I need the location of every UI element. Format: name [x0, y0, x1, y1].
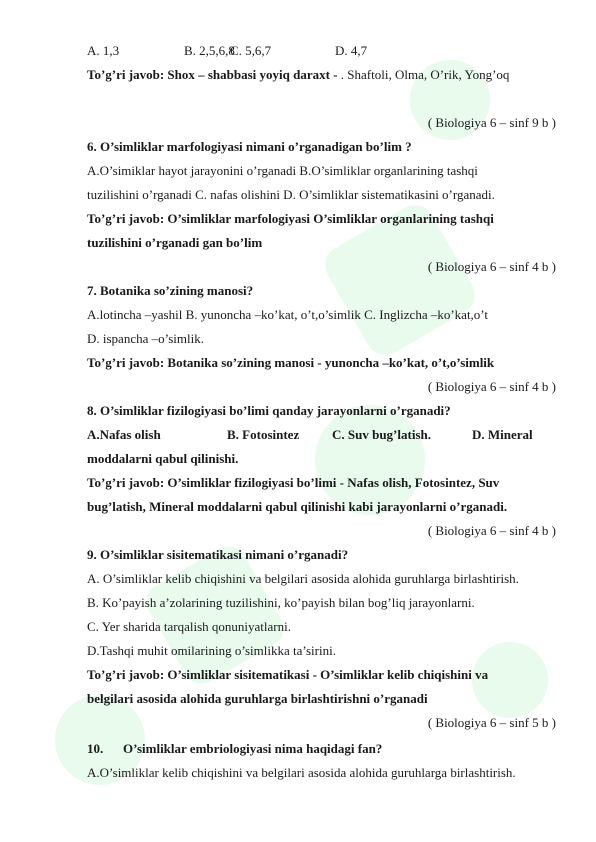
question-9: 9. O’simliklar sisitematikasi nimani o’rganadi?	[87, 547, 349, 562]
option-d: D. Mineral	[472, 427, 533, 442]
question-9-option-b: B. Ko’payish a’zolarining tuzilishini, ko’payish bilan bog’liq jarayonlarni.	[87, 595, 475, 610]
question-7: 7. Botanika so’zining manosi?	[87, 283, 254, 298]
reference: ( Biologiya 6 – sinf 4 b )	[427, 523, 556, 538]
option-b: B. Fotosintez	[227, 427, 300, 442]
question-10-option-a: A.O’simliklar kelib chiqishini va belgilari asosida alohida guruhlarga birlashtirish.	[87, 765, 516, 780]
question-10	[87, 741, 383, 757]
answer-8-cont: bug’latish, Mineral moddalarni qabul qilinishi kabi jarayonlarni o’rganadi.	[87, 499, 508, 514]
question-8: 8. O’simliklar fizilogiyasi bo’limi qanday jarayonlarni o’rganadi?	[87, 403, 451, 418]
answer-7: To’g’ri javob: Botanika so’zining manosi - yunoncha –ko’kat, o’t,o’simlik	[87, 355, 495, 370]
option-c: C. 5,6,7	[230, 43, 272, 58]
reference: ( Biologiya 6 – sinf 9 b )	[427, 115, 556, 130]
answer-9: To’g’ri javob: O’simliklar sisitematikasi - O’simliklar kelib chiqishini va	[87, 667, 489, 682]
question-6: 6. O’simliklar marfologiyasi nimani o’rganadigan bo’lim ?	[87, 139, 412, 154]
question-6-options: A.O’simiklar hayot jarayonini o’rganadi B.O’simliklar organlarining tashqi	[87, 163, 478, 178]
question-10-text: O’simliklar embriologiyasi nima haqidagi fan?	[123, 741, 383, 756]
answer-text: . Shaftoli, Olma, O’rik, Yong’oq	[337, 67, 510, 82]
answer-6-cont: tuzilishini o’rganadi gan bo’lim	[87, 235, 263, 250]
option-d: D. 4,7	[335, 43, 368, 58]
option-b: B. 2,5,6,8	[184, 43, 235, 58]
answer-line	[87, 67, 509, 83]
answer-8: To’g’ri javob: O’simliklar fizilogiyasi bo’limi - Nafas olish, Fotosintez, Suv	[87, 475, 500, 490]
reference: ( Biologiya 6 – sinf 4 b )	[427, 379, 556, 394]
answer-label: To’g’ri javob: Shox – shabbasi yoyiq daraxt -	[87, 67, 338, 82]
option-a: A.Nafas olish	[87, 427, 161, 442]
question-6-options-cont: tuzilishini o’rganadi C. nafas olishini D. O’simliklar sistematikasini o’rganadi.	[87, 187, 495, 202]
question-10-number: 10.	[87, 741, 104, 756]
question-8-options-cont: moddalarni qabul qilinishi.	[87, 451, 239, 466]
question-9-option-a: A. O’simliklar kelib chiqishini va belgilari asosida alohida guruhlarga birlashtirish.	[87, 571, 519, 586]
options-row	[87, 43, 368, 59]
option-a: A. 1,3	[87, 43, 120, 58]
question-7-options: A.lotincha –yashil B. yunoncha –ko’kat, o’t,o’simlik C. Inglizcha –ko’kat,o’t	[87, 307, 489, 322]
question-9-option-c: C. Yer sharida tarqalish qonuniyatlarni.	[87, 619, 291, 634]
answer-6: To’g’ri javob: O’simliklar marfologiyasi O’simliklar organlarining tashqi	[87, 211, 494, 226]
reference: ( Biologiya 6 – sinf 4 b )	[427, 259, 556, 274]
option-c: C. Suv bug’latish.	[332, 427, 431, 442]
question-7-options-cont: D. ispancha –o’simlik.	[87, 331, 204, 346]
reference: ( Biologiya 6 – sinf 5 b )	[427, 715, 556, 730]
question-8-options	[87, 427, 533, 443]
answer-9-cont: belgilari asosida alohida guruhlarga birlashtirishni o’rganadi	[87, 691, 428, 706]
question-9-option-d: D.Tashqi muhit omilarining o’simlikka ta’sirini.	[87, 643, 336, 658]
